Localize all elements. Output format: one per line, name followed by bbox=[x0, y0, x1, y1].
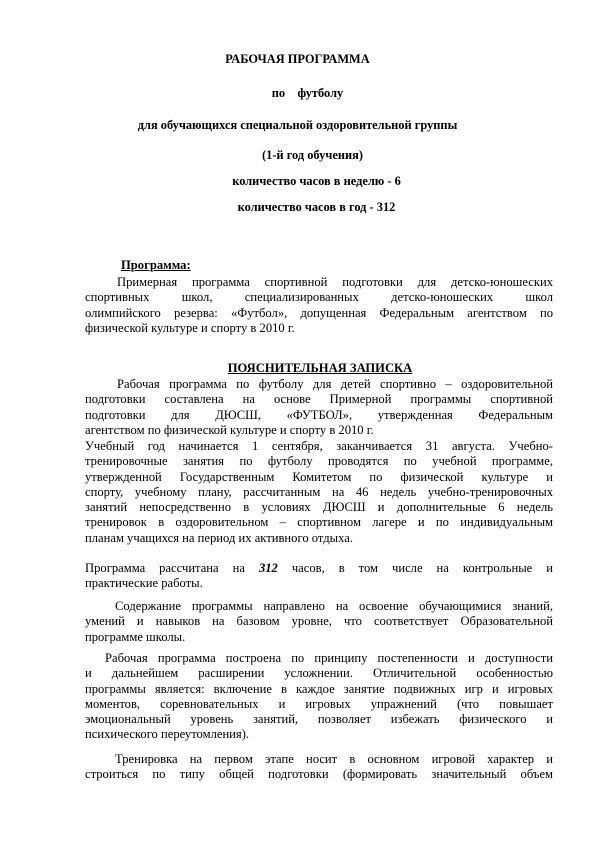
document-audience: для обучающихся специальной оздоровительной группы bbox=[137, 118, 458, 132]
section-heading: ПОЯСНИТЕЛЬНАЯ ЗАПИСКА bbox=[227, 361, 413, 375]
text-fragment: Программа рассчитана на bbox=[85, 561, 245, 575]
paragraph-4 bbox=[85, 599, 553, 645]
text-line: олимпийского резерва: «Футбол», допущенная Федеральным агентством по bbox=[85, 305, 553, 320]
paragraph-1 bbox=[85, 377, 553, 438]
text-line: подготовки для ДЮСШ, «ФУТБОЛ», утвержденная Федеральным bbox=[85, 407, 553, 422]
text-line: спорту, учебному плану, рассчитанным на 46 недель учебно-тренировочных bbox=[85, 484, 553, 499]
document-title: РАБОЧАЯ ПРОГРАММА bbox=[225, 52, 370, 66]
text-line: практические работы. bbox=[85, 576, 203, 591]
hours-per-year: количество часов в год - 312 bbox=[237, 200, 396, 214]
hours-per-week: количество часов в неделю - 6 bbox=[232, 174, 401, 188]
text-line: Рабочая программа по футболу для детей спортивно – оздоровительной bbox=[117, 377, 553, 391]
paragraph-3 bbox=[85, 561, 553, 592]
program-label: Программа: bbox=[121, 258, 191, 272]
text-line: Содержание программы направлено на освоение обучающимися знаний, bbox=[115, 599, 553, 613]
text-line: строиться по типу общей подготовки (формировать значительный объем bbox=[85, 767, 553, 782]
text-line: Тренировка на первом этапе носит в основном игровой характер и bbox=[115, 752, 553, 766]
text-line: тренировок в оздоровительном – спортивном лагере и по индивидуальным bbox=[85, 515, 553, 530]
text-line: Учебный год начинается 1 сентября, заканчивается 31 августа. Учебно- bbox=[85, 439, 553, 453]
paragraph-2 bbox=[85, 439, 553, 546]
text-line: подготовки составлена на основе Примерной программы спортивной bbox=[85, 392, 553, 407]
text-line: планам учащихся на период их активного отдыха. bbox=[85, 530, 353, 545]
text-line: утвержденной Государственным Комитетом по физической культуре и bbox=[85, 469, 553, 484]
text-line: Рабочая программа построена по принципу постепенности и доступности bbox=[105, 651, 553, 665]
text-line: программе школы. bbox=[85, 629, 186, 644]
text-line: спортивных школ, специализированных детско-юношеских школ bbox=[85, 290, 553, 305]
text-line: занятий непосредственно в условиях ДЮСШ и дополнительные 6 недель bbox=[85, 500, 553, 515]
text-line: физической культуре и спорту в 2010 г. bbox=[85, 320, 295, 335]
text-line: программы является: включение в каждое занятие подвижных игр и игровых bbox=[85, 681, 553, 696]
hours-value: 312 bbox=[258, 561, 278, 575]
text-line bbox=[85, 561, 553, 576]
paragraph-6 bbox=[85, 752, 553, 783]
text-line: агентством по физической культуре и спорту в 2010 г. bbox=[85, 422, 374, 437]
paragraph-5 bbox=[85, 651, 553, 743]
text-line: умений и навыков на базовом уровне, что соответствует Образовательной bbox=[85, 614, 553, 629]
document-subject: по футболу bbox=[271, 86, 344, 100]
text-line: эмоциональный уровень занятий, позволяет избежать физического и bbox=[85, 712, 553, 727]
text-line: тренировочные занятия по футболу проводятся по учебной программе, bbox=[85, 454, 553, 469]
text-line: и дальнейшем расширении усложнении. Отличительной особенностью bbox=[85, 666, 553, 681]
text-fragment: часов, в том числе на контрольные и bbox=[291, 561, 553, 575]
text-line: моментов, соревновательных и игровых упражнений (что повышает bbox=[85, 696, 553, 711]
text-line: Примерная программа спортивной подготовки для детско-юношеских bbox=[117, 275, 553, 289]
text-line: психического переутомления). bbox=[85, 727, 250, 742]
program-description bbox=[85, 275, 553, 336]
document-year: (1-й год обучения) bbox=[262, 148, 363, 162]
